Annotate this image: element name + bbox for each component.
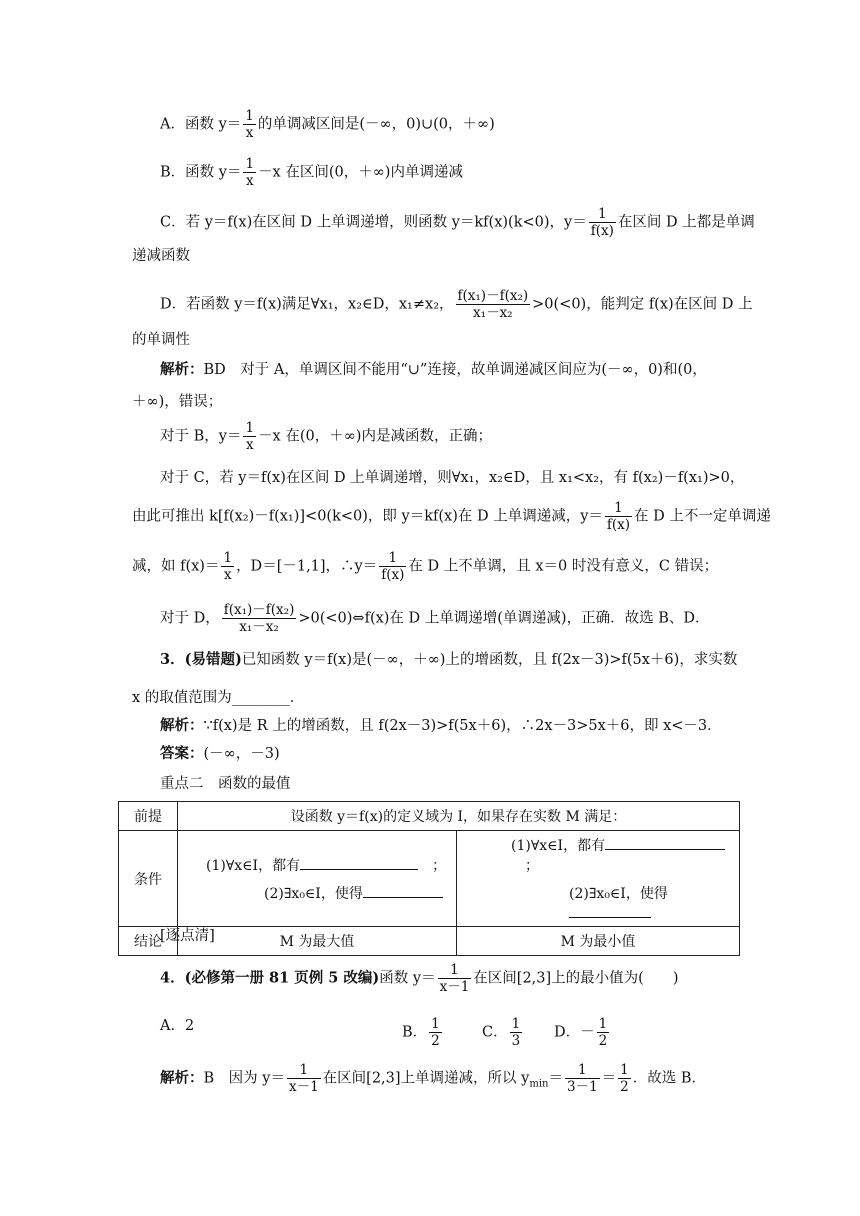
question-4 <box>160 962 678 995</box>
table-row <box>119 831 740 927</box>
condition-left-2 <box>264 883 448 903</box>
table-label-conclusion: 结论 <box>119 927 178 956</box>
option-label: C． <box>482 1024 508 1041</box>
option-a-text: A．函数 y＝ <box>160 116 242 133</box>
numerator: 1 <box>605 500 632 517</box>
answer-blank <box>569 903 651 918</box>
numerator: 1 <box>589 206 616 223</box>
analysis-2-line1 <box>160 360 707 380</box>
denominator: x－1 <box>288 1079 319 1095</box>
option-d-line2: 的单调性 <box>132 332 190 348</box>
analysis-b-text-end: －x 在(0，＋∞)内是减函数，正确； <box>258 428 492 445</box>
fraction <box>429 1016 442 1049</box>
analysis-2-line2: ＋∞)，错误； <box>132 394 223 410</box>
condition-text: (1)∀x∈I，都有 <box>206 857 301 874</box>
analysis-2-c-line3 <box>132 550 718 583</box>
analysis-label: 解析： <box>160 361 204 378</box>
analysis-b-text: 对于 B，y＝ <box>160 428 242 445</box>
numerator: 1 <box>287 1062 321 1079</box>
option-label: D．－ <box>554 1024 595 1041</box>
analysis-2-c-line1: 对于 C，若 y＝f(x)在区间 D 上单调递增，则∀x₁，x₂∈D，且 x₁<x₂，有 f(x₂)－f(x₁)>0， <box>160 470 745 486</box>
option-b-text-end: －x 在区间(0，＋∞)内单调递减 <box>258 164 463 181</box>
condition-text: (2)∃x₀∈I，使得 <box>264 885 363 902</box>
fraction <box>243 108 256 141</box>
denominator: 2 <box>431 1033 440 1049</box>
denominator: 3－1 <box>566 1079 598 1095</box>
semicolon: ； <box>525 858 539 874</box>
analysis-label: 解析： <box>160 1069 204 1087</box>
question-3-line1 <box>160 650 737 670</box>
denominator: x <box>245 125 254 141</box>
table-condition-left <box>178 831 457 927</box>
section-heading: 重点二 函数的最值 <box>160 776 291 792</box>
numerator: 1 <box>245 420 255 436</box>
analysis-2-b <box>160 420 492 453</box>
numerator: 1 <box>438 962 472 979</box>
analysis-2-c-line2 <box>132 500 771 533</box>
fraction <box>379 550 406 583</box>
table-premise: 设函数 y＝f(x)的定义域为 I，如果存在实数 M 满足： <box>178 802 740 831</box>
question-number: 4．(必修第一册 81 页例 5 改编) <box>160 969 380 987</box>
condition-text: (2)∃x₀∈I，使得 <box>569 886 668 902</box>
question-3-line2: x 的取值范围为________． <box>132 690 305 706</box>
denominator: f(x) <box>381 567 405 583</box>
numerator: 1 <box>565 1062 600 1079</box>
analysis-d-text-end: >0(<0)⇔f(x)在 D 上单调递增(单调递减)，正确．故选 B、D． <box>298 610 710 627</box>
equals: ＝ <box>548 1070 563 1087</box>
numerator: 1 <box>245 108 254 124</box>
analysis-c-text-end: 在 D 上不一定单调递 <box>634 508 771 525</box>
numerator: f(x₁)－f(x₂) <box>457 288 529 304</box>
analysis-label: 解析： <box>160 717 204 734</box>
denominator: x <box>245 437 254 453</box>
fraction <box>565 1062 600 1095</box>
answer-label: 答案： <box>160 745 204 762</box>
option-b-text: B．函数 y＝ <box>160 164 242 181</box>
option-c <box>160 206 755 239</box>
fraction <box>618 1062 631 1095</box>
analysis-d-text: 对于 D， <box>160 610 220 627</box>
option-c-line2: 递减函数 <box>132 248 190 264</box>
condition-right-1 <box>511 835 731 875</box>
semicolon: ； <box>432 857 447 874</box>
option-d-text: D．若函数 y＝f(x)满足∀x₁，x₂∈D，x₁≠x₂， <box>160 296 454 313</box>
denominator: x₁－x₂ <box>473 305 513 321</box>
denominator: 2 <box>598 1033 608 1049</box>
option-a-text-end: 的单调减区间是(－∞，0)∪(0，＋∞) <box>257 116 495 133</box>
question-3-analysis <box>160 716 722 736</box>
option-c-text-end: 在区间 D 上都是单调 <box>617 214 755 231</box>
section-tag: [逐点清] <box>160 928 215 944</box>
analysis-c3-text: 减，如 f(x)＝ <box>132 558 220 575</box>
fraction <box>589 206 616 239</box>
option-c-text: C．若 y＝f(x)在区间 D 上单调递增，则函数 y＝kf(x)(k<0)，y＝ <box>160 214 587 231</box>
condition-right-2 <box>569 883 731 922</box>
q4-option-b <box>402 1016 444 1049</box>
q4-option-a: A．2 <box>160 1018 195 1034</box>
denominator: x <box>245 173 254 189</box>
numerator: 1 <box>223 550 233 566</box>
question-text: 函数 y＝ <box>379 970 436 987</box>
fraction <box>597 1016 610 1049</box>
denominator: f(x) <box>606 517 631 533</box>
denominator: x－1 <box>439 979 470 995</box>
answer-blank <box>300 855 418 870</box>
analysis-text-end: ．故选 B． <box>632 1070 707 1087</box>
numerator: 1 <box>511 1016 521 1032</box>
numerator: 1 <box>598 1016 608 1032</box>
answer-text: (－∞，－3) <box>203 746 280 762</box>
numerator: 1 <box>431 1016 440 1032</box>
numerator: 1 <box>379 550 406 567</box>
condition-left-1 <box>206 855 448 875</box>
option-a <box>160 108 495 141</box>
fraction <box>438 962 472 995</box>
subscript-min: min <box>529 1078 549 1090</box>
table-label-premise: 前提 <box>119 802 178 831</box>
answer-blank <box>363 883 443 898</box>
option-b <box>160 156 463 189</box>
option-d <box>160 288 753 321</box>
table-max: M 为最大值 <box>178 927 457 956</box>
fraction <box>510 1016 523 1049</box>
fraction <box>243 420 256 453</box>
table-condition-right <box>457 831 740 927</box>
denominator: x <box>223 567 232 583</box>
question-4-analysis <box>160 1062 706 1095</box>
numerator: 1 <box>620 1062 629 1078</box>
question-text: 已知函数 y＝f(x)是(－∞，＋∞)上的增函数，且 f(2x－3)>f(5x＋6)，求实数 <box>241 652 738 668</box>
condition-text: (1)∀x∈I，都有 <box>511 838 606 854</box>
equals: ＝ <box>601 1070 617 1087</box>
analysis-c-text: 由此可推出 k[f(x₂)－f(x₁)]<0(k<0)，即 y＝kf(x)在 D 上单调递减，y＝ <box>132 508 603 525</box>
option-label: B． <box>402 1024 428 1041</box>
numerator: f(x₁)－f(x₂) <box>223 602 295 618</box>
fraction <box>456 288 531 321</box>
option-d-text-end: >0(<0)，能判定 f(x)在区间 D 上 <box>532 296 753 313</box>
fraction <box>287 1062 321 1095</box>
table-row <box>119 802 740 831</box>
question-3-answer <box>160 744 280 764</box>
question-number: 3．(易错题) <box>160 651 242 668</box>
analysis-text: B 因为 y＝ <box>203 1070 285 1087</box>
q4-option-c <box>482 1016 524 1049</box>
analysis-text: BD 对于 A，单调区间不能用“∪”连接，故单调递减区间应为(－∞，0)和(0， <box>203 362 707 378</box>
fraction <box>222 602 297 635</box>
numerator: 1 <box>245 156 255 172</box>
denominator: 2 <box>620 1079 629 1095</box>
fraction <box>221 550 234 583</box>
table-label-condition: 条件 <box>119 831 178 927</box>
denominator: f(x) <box>590 223 614 239</box>
analysis-c3-mid: ，D＝[－1,1]，∴y＝ <box>236 558 378 575</box>
answer-blank <box>605 835 725 850</box>
fraction <box>243 156 256 189</box>
analysis-2-d <box>160 602 709 635</box>
fraction <box>605 500 632 533</box>
analysis-c3-text-end: 在 D 上不单调，且 x＝0 时没有意义，C 错误； <box>408 558 719 575</box>
question-text-end: 在区间[2,3]上的最小值为( ) <box>473 970 679 987</box>
analysis-text: ∵f(x)是 R 上的增函数，且 f(2x－3)>f(5x＋6)，∴2x－3>5x＋6，即 x<－3． <box>203 718 722 734</box>
analysis-mid: 在区间[2,3]上单调递减，所以 y <box>322 1070 530 1087</box>
q4-option-d <box>554 1016 611 1049</box>
table-min: M 为最小值 <box>457 927 740 956</box>
denominator: x₁－x₂ <box>239 619 279 635</box>
denominator: 3 <box>511 1033 521 1049</box>
